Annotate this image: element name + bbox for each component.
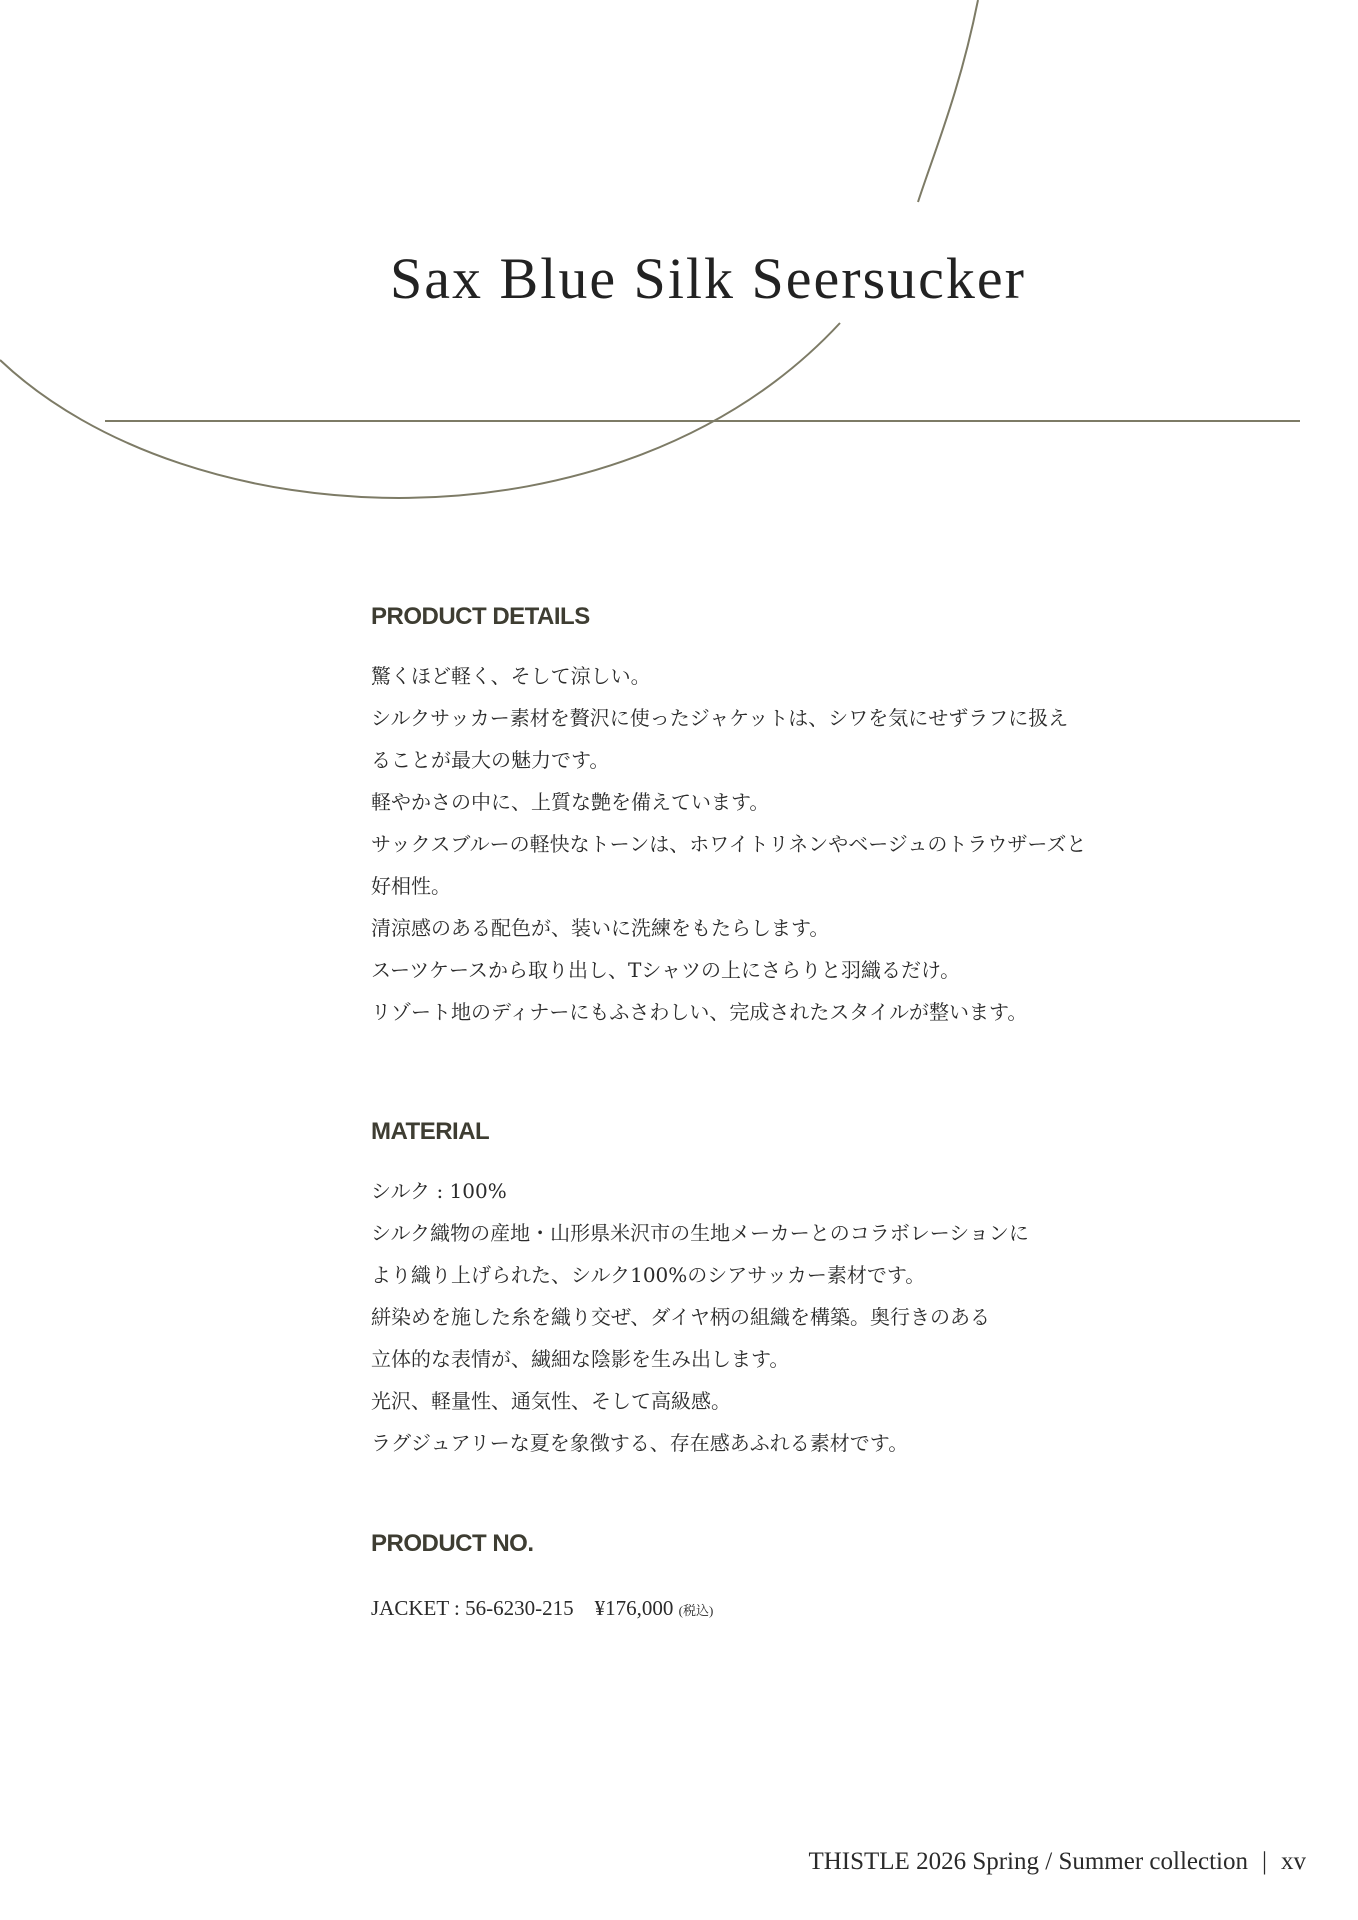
text-line: 絣染めを施した糸を織り交ぜ、ダイヤ柄の組織を構築。奥行きのある xyxy=(371,1305,990,1329)
collection-name: THISTLE 2026 Spring / Summer collection xyxy=(808,1848,1248,1875)
material-heading: MATERIAL xyxy=(371,1118,490,1145)
text-line: 驚くほど軽く、そして涼しい。 xyxy=(371,664,651,688)
page-title: Sax Blue Silk Seersucker xyxy=(390,246,1026,311)
text-line: 立体的な表情が、繊細な陰影を生み出します。 xyxy=(371,1347,790,1371)
text-line: シルクサッカー素材を贅沢に使ったジャケットは、シワを気にせずラフに扱え xyxy=(371,706,1069,730)
page-number: xv xyxy=(1281,1848,1306,1875)
circle-arc-lower xyxy=(0,323,840,498)
circle-arc xyxy=(918,0,978,202)
material-section xyxy=(371,1118,1131,1464)
text-line: 光沢、軽量性、通気性、そして高級感。 xyxy=(371,1389,731,1413)
text-line: 好相性。 xyxy=(371,874,451,898)
product-number-line xyxy=(371,1592,1131,1622)
text-line: 軽やかさの中に、上質な艶を備えています。 xyxy=(371,790,770,814)
material-text xyxy=(371,1170,1131,1464)
footer-separator: | xyxy=(1261,1848,1267,1875)
tax-note: (税込) xyxy=(678,1603,714,1618)
text-line: より織り上げられた、シルク100%のシアサッカー素材です。 xyxy=(371,1263,926,1287)
page-footer xyxy=(808,1848,1306,1876)
product-number: JACKET : 56-6230-215 ¥176,000 xyxy=(371,1596,674,1620)
product-no-section xyxy=(371,1530,1131,1622)
product-details-heading: PRODUCT DETAILS xyxy=(371,603,590,630)
text-line: ることが最大の魅力です。 xyxy=(371,748,610,772)
product-no-heading: PRODUCT NO. xyxy=(371,1530,534,1557)
text-line: スーツケースから取り出し、Tシャツの上にさらりと羽織るだけ。 xyxy=(371,958,961,982)
text-line: シルク織物の産地・山形県米沢市の生地メーカーとのコラボレーションに xyxy=(371,1221,1029,1245)
text-line: リゾート地のディナーにもふさわしい、完成されたスタイルが整います。 xyxy=(371,1000,1028,1024)
text-line: サックスブルーの軽快なトーンは、ホワイトリネンやベージュのトラウザーズと xyxy=(371,832,1087,856)
product-details-text xyxy=(371,655,1131,1033)
product-details-section xyxy=(371,603,1131,1033)
text-line: シルク : 100% xyxy=(371,1179,507,1203)
text-line: 清涼感のある配色が、装いに洗練をもたらします。 xyxy=(371,916,830,940)
text-line: ラグジュアリーな夏を象徴する、存在感あふれる素材です。 xyxy=(371,1431,909,1455)
